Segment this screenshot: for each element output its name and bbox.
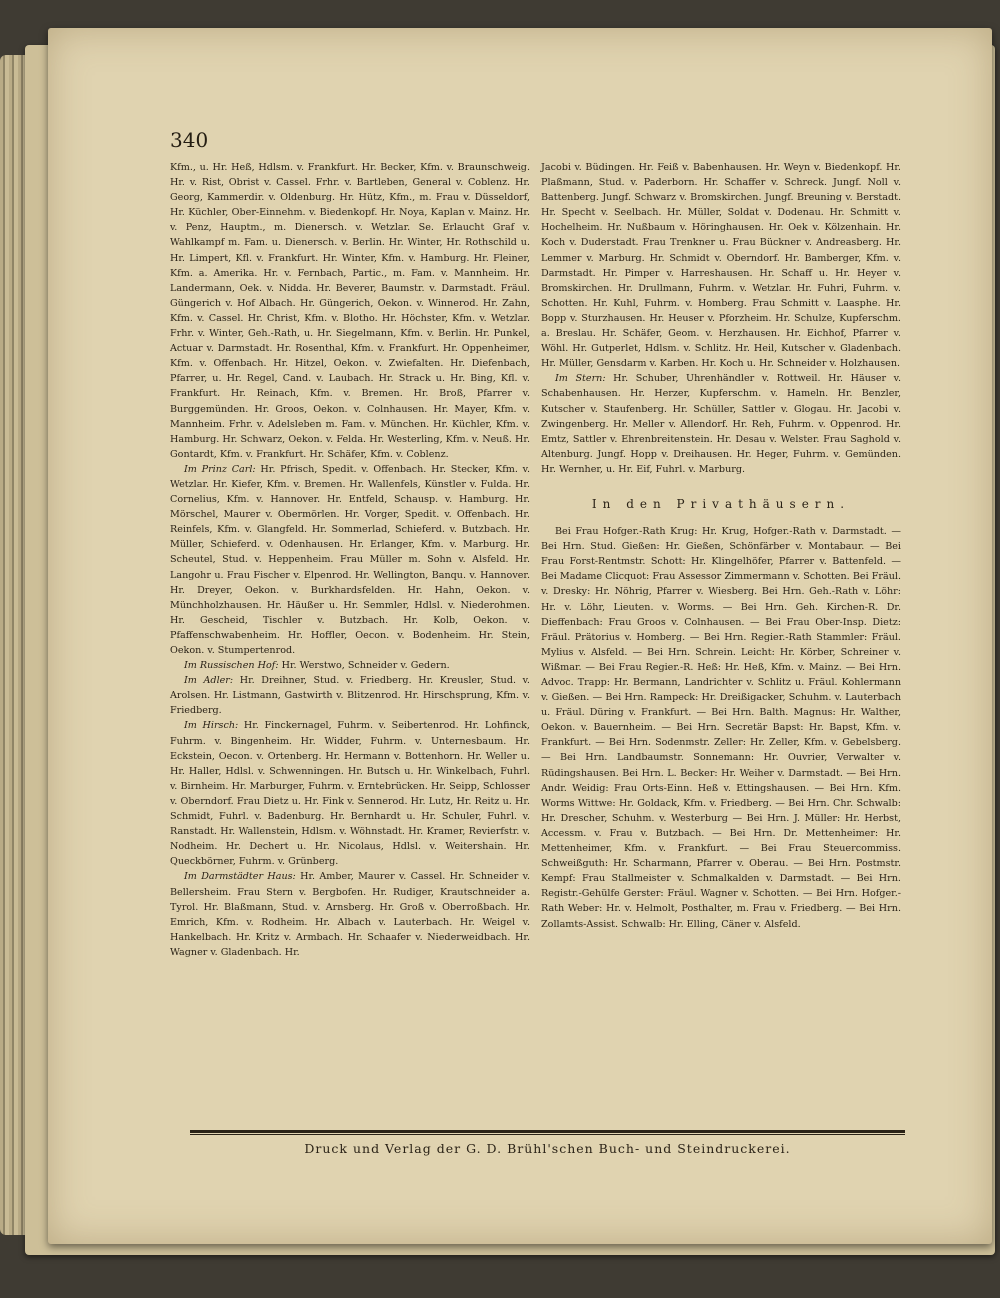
section-russischer-hof [170, 658, 530, 673]
private-houses-heading: In den Privathäusern. [591, 496, 851, 511]
section-text: Hr. Werstwo, Schneider v. Gedern. [281, 660, 450, 672]
section-text: Hr. Schuber, Uhrenhändler v. Rottweil. Hr. Häuser v. Schabenhausen. Hr. Herzer, Kupferschm. v. Hameln. Hr. Benzler, Kutscher v. Staufenberg. Hr. Schüller, Sattler v. Glogau. Hr. Jacobi v. Zwingenberg. Hr. Meller v. Allendorf. Hr. Reh, Fuhrm. v. Oppenrod. Hr. Emtz, Sattler v. Ehrenbreitenstein. Hr. Desau v. Welster. Frau Saghold v. Altenburg. Jungf. Hopp v. Dreihausen. Hr. Heger, Fuhrm. v. Gemünden. Hr. Wernher, u. Hr. Eif, Fuhrl. v. Marburg. [541, 373, 901, 475]
section-label: Im Stern: [555, 373, 606, 385]
section-label: Im Darmstädter Haus: [184, 871, 296, 883]
section-text: Hr. Dreihner, Stud. v. Friedberg. Hr. Kreusler, Stud. v. Arolsen. Hr. Listmann, Gastwirth v. Blitzenrod. Hr. Hirschsprung, Kfm. v. Friedberg. [170, 675, 530, 717]
section-prinz-carl [170, 462, 530, 658]
printer-imprint: Druck und Verlag der G. D. Brühl'schen Buch- und Steindruckerei. [304, 1141, 791, 1156]
section-stern [541, 371, 901, 477]
section-text: Hr. Finckernagel, Fuhrm. v. Seibertenrod. Hr. Lohfinck, Fuhrm. v. Bingenheim. Hr. Widder, Fuhrm. v. Unternesbaum. Hr. Eckstein, Oecon. v. Ortenberg. Hr. Hermann v. Bottenhorn. Hr. Weller u. Hr. Haller, Hdlsl. v. Schwenningen. Hr. Butsch u. Hr. Winkelbach, Fuhrl. v. Birnheim. Hr. Marburger, Fuhrm. v. Erntebrücken. Hr. Seipp, Schlosser v. Oberndorf. Frau Dietz u. Hr. Fink v. Sennerod. Hr. Lutz, Hr. Reitz u. Hr. Schmidt, Fuhrl. v. Badenburg. Hr. Bernhardt u. Hr. Schuler, Fuhrl. v. Ranstadt. Hr. Wallenstein, Hdlsm. v. Wöhnstadt. Hr. Kramer, Revierfstr. v. Nodheim. Hr. Dechert u. Hr. Nicolaus, Hdlsl. v. Weitershain. Hr. Queckbörner, Fuhrm. v. Grünberg. [170, 720, 530, 868]
section-text: Hr. Pfrisch, Spedit. v. Offenbach. Hr. Stecker, Kfm. v. Wetzlar. Hr. Kiefer, Kfm. v. Bremen. Hr. Wallenfels, Künstler v. Fulda. Hr. Cornelius, Kfm. v. Hannover. Hr. Entfeld, Schausp. v. Hamburg. Hr. Mörschel, Maurer v. Obermörlen. Hr. Vorger, Spedit. v. Offenbach. Hr. Reinfels, Kfm. v. Glangfeld. Hr. Sommerlad, Schieferd. v. Butzbach. Hr. Müller, Schieferd. v. Odenhausen. Hr. Erlanger, Kfm. v. Marburg. Hr. Scheutel, Stud. v. Heppenheim. Frau Müller m. Sohn v. Alsfeld. Hr. Langohr u. Frau Fischer v. Elpenrod. Hr. Wellington, Banqu. v. Hannover. Hr. Dreyer, Oekon. v. Burkhardsfelden. Hr. Hahn, Oekon. v. Münchholzhausen. Hr. Häußer u. Hr. Semmler, Hdlsl. v. Niederohmen. Hr. Gescheid, Tischler v. Butzbach. Hr. Kolb, Oekon. v. Pfaffenschwabenheim. Hr. Hoffler, Oecon. v. Bodenheim. Hr. Stein, Oekon. v. Stumpertenrod. [170, 463, 531, 656]
private-houses-paragraph: Bei Frau Hofger.-Rath Krug: Hr. Krug, Hofger.-Rath v. Darmstadt. — Bei Hrn. Stud. Gießen: Hr. Gießen, Schönfärber v. Montabaur. — Bei Frau Forst-Rentmstr. Schott: Hr. Klingelhöfer, Pfarrer v. Battenfeld. — Bei Madame Clicquot: Frau Assessor Zimmermann v. Schotten. Bei Fräul. v. Dresky: Hr. Nöhrig, Pfarrer v. Wiesberg. Bei Hrn. Geh.-Rath v. Löhr: Hr. v. Löhr, Lieuten. v. Worms. — Bei Hrn. Geh. Kirchen-R. Dr. Dieffenbach: Frau Groos v. Colnhausen. — Bei Frau Ober-Insp. Dietz: Fräul. Prätorius v. Homberg. — Bei Hrn. Regier.-Rath Stammler: Fräul. Mylius v. Alsfeld. — Bei Hrn. Schrein. Leicht: Hr. Körber, Schreiner v. Wißmar. — Bei Frau Regier.-R. Heß: Hr. Heß, Kfm. v. Mainz. — Bei Hrn. Advoc. Trapp: Hr. Bermann, Landrichter v. Schlitz u. Fräul. Kohlermann v. Gießen. — Bei Hrn. Rampeck: Hr. Dreißigacker, Schuhm. v. Lauterbach u. Fräul. Düring v. Frankfurt. — Bei Hrn. Balth. Magnus: Hr. Walther, Oekon. v. Bauernheim. — Bei Hrn. Secretär Bapst: Hr. Bapst, Kfm. v. Frankfurt. — Bei Hrn. Sodenmstr. Zeller: Hr. Zeller, Kfm. v. Gebelsberg. — Bei Hrn. Landbaumstr. Sonnemann: Hr. Ouvrier, Verwalter v. Rüdingshausen. Bei Hrn. L. Becker: Hr. Weiher v. Darmstadt. — Bei Hrn. Andr. Weidig: Frau Orts-Einn. Heß v. Ettingshausen. — Bei Hrn. Kfm. Worms Wittwe: Hr. Goldack, Kfm. v. Friedberg. — Bei Hrn. Chr. Schwalb: Hr. Drescher, Schuhm. v. Westerburg — Bei Hrn. J. Müller: Hr. Herbst, Accessm. v. Frau v. Butzbach. — Bei Hrn. Dr. Mettenheimer: Hr. Mettenheimer, Kfm. v. Frankfurt. — Bei Frau Steuercommiss. Schweißguth: Hr. Scharmann, Pfarrer v. Oberau. — Bei Hrn. Postmstr. Kempf: Frau Stallmeister v. Schmalkalden v. Darmstadt. — Bei Hrn. Registr.-Gehülfe Gerster: Fräul. Wagner v. Schotten. — Bei Hrn. Hofger.-Rath Weber: Hr. v. Helmolt, Posthalter, m. Frau v. Friedberg. — Bei Hrn. Zollamts-Assist. Schwalb: Hr. Elling, Cäner v. Alsfeld. [541, 526, 901, 930]
section-hirsch [170, 718, 530, 869]
right-column [541, 160, 901, 932]
right-intro-paragraph: Jacobi v. Büdingen. Hr. Feiß v. Babenhausen. Hr. Weyn v. Biedenkopf. Hr. Plaßmann, Stud. v. Paderborn. Hr. Schaffer v. Schreck. Jungf. Noll v. Battenberg. Jungf. Schwarz v. Bromskirchen. Jungf. Breuning v. Berstadt. Hr. Specht v. Seelbach. Hr. Müller, Soldat v. Dodenau. Hr. Schmitt v. Hochelheim. Hr. Nußbaum v. Höringhausen. Hr. Oek v. Kölzenhain. Hr. Koch v. Duderstadt. Frau Trenkner u. Frau Bückner v. Andreasberg. Hr. Lemmer v. Marburg. Hr. Schmidt v. Oberndorf. Hr. Bamberger, Kfm. v. Darmstadt. Hr. Pimper v. Harreshausen. Hr. Schaff u. Hr. Heyer v. Bromskirchen. Hr. Drullmann, Fuhrm. v. Wetzlar. Hr. Fuhri, Fuhrm. v. Schotten. Hr. Kuhl, Fuhrm. v. Homberg. Frau Schmitt v. Laasphe. Hr. Bopp v. Sturzhausen. Hr. Heuser v. Pforzheim. Hr. Schulze, Kupferschm. a. Breslau. Hr. Schäfer, Geom. v. Herzhausen. Hr. Eichhof, Pfarrer v. Wöhl. Hr. Gutperlet, Hdlsm. v. Schlitz. Hr. Heil, Kutscher v. Gladenbach. Hr. Müller, Gensdarm v. Karben. Hr. Koch u. Hr. Schneider v. Holzhausen. [541, 162, 901, 370]
left-intro-paragraph: Kfm., u. Hr. Heß, Hdlsm. v. Frankfurt. Hr. Becker, Kfm. v. Braunschweig. Hr. v. Rist, Obrist v. Cassel. Frhr. v. Bartleben, General v. Coblenz. Hr. Georg, Kammerdir. v. Oldenburg. Hr. Hütz, Kfm., m. Frau v. Düsseldorf, Hr. Küchler, Ober-Einnehm. v. Biedenkopf. Hr. Noya, Kaplan v. Mainz. Hr. v. Penz, Hauptm., m. Dienersch. v. Wetzlar. Se. Erlaucht Graf v. Wahlkampf m. Fam. u. Dienersch. v. Berlin. Hr. Winter, Hr. Rothschild u. Hr. Limpert, Kfl. v. Frankfurt. Hr. Winter, Kfm. v. Hamburg. Hr. Fleiner, Kfm. a. Amerika. Hr. v. Fernbach, Partic., m. Fam. v. Mannheim. Hr. Landermann, Oek. v. Nidda. Hr. Beverer, Baumstr. v. Darmstadt. Fräul. Güngerich v. Hof Albach. Hr. Güngerich, Oekon. v. Winnerod. Hr. Zahn, Kfm. v. Cassel. Hr. Christ, Kfm. v. Blotho. Hr. Höchster, Kfm. v. Wetzlar. Frhr. v. Winter, Geh.-Rath, u. Hr. Siegelmann, Kfm. v. Berlin. Hr. Punkel, Actuar v. Darmstadt. Hr. Rosenthal, Kfm. v. Frankfurt. Hr. Oppenheimer, Kfm. v. Offenbach. Hr. Hitzel, Oekon. v. Zwiefalten. Hr. Diefenbach, Pfarrer, u. Hr. Regel, Cand. v. Laubach. Hr. Strack u. Hr. Bing, Kfl. v. Frankfurt. Hr. Reinach, Kfm. v. Bremen. Hr. Broß, Pfarrer v. Burggemünden. Hr. Groos, Oekon. v. Colnhausen. Hr. Mayer, Kfm. v. Mannheim. Frhr. v. Adelsleben m. Fam. v. München. Hr. Küchler, Kfm. v. Hamburg. Hr. Schwarz, Oekon. v. Felda. Hr. Westerling, Kfm. v. Neuß. Hr. Gontardt, Kfm. v. Frankfurt. Hr. Schäfer, Kfm. v. Coblenz. [170, 162, 530, 460]
section-label: Im Prinz Carl: [184, 463, 256, 475]
section-label: Im Adler: [184, 675, 234, 687]
section-adler [170, 673, 530, 718]
footer-rule-thin [190, 1134, 905, 1135]
section-label: Im Hirsch: [184, 720, 239, 732]
section-label: Im Russischen Hof: [184, 660, 279, 672]
page-number: 340 [170, 128, 209, 152]
section-text: Hr. Amber, Maurer v. Cassel. Hr. Schneider v. Bellersheim. Frau Stern v. Bergbofen. Hr. Rudiger, Krautschneider a. Tyrol. Hr. Blaßmann, Stud. v. Arnsberg. Hr. Groß v. Oberroßbach. Hr. Emrich, Kfm. v. Rodheim. Hr. Albach v. Lauterbach. Hr. Weigel v. Hankelbach. Hr. Kritz v. Armbach. Hr. Schaafer v. Niederweidbach. Hr. Wagner v. Gladenbach. Hr. [170, 871, 530, 958]
left-column [170, 160, 530, 960]
section-darmstaedter-haus [170, 869, 530, 960]
footer-rule [190, 1130, 905, 1133]
